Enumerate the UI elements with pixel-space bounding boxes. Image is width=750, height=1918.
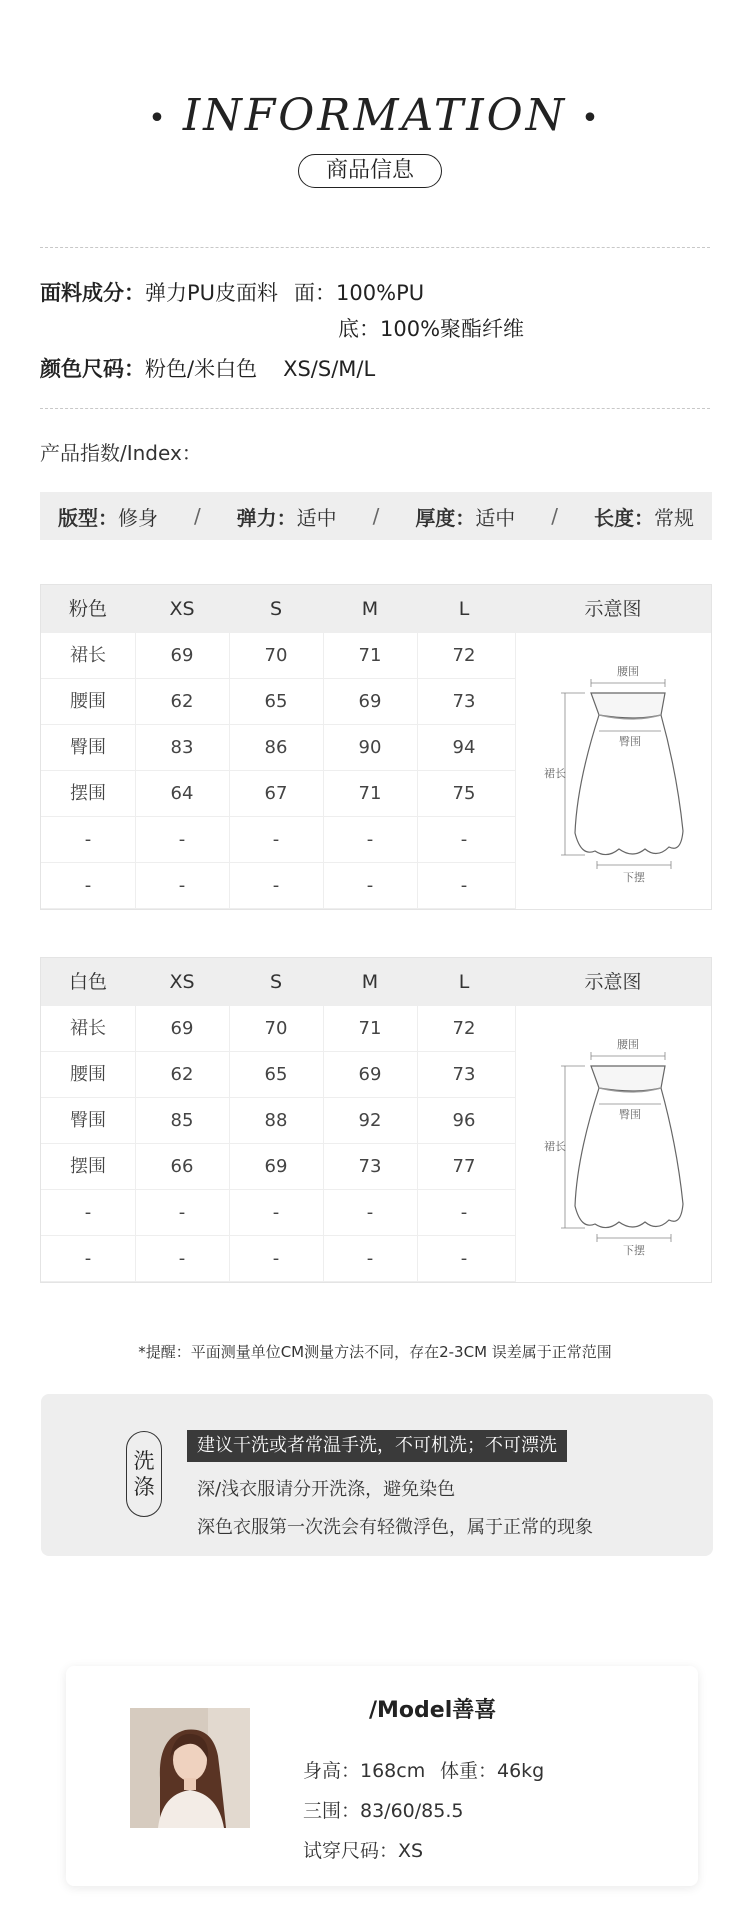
title-dot-left: • (148, 100, 169, 136)
table-cell: 69 (358, 691, 382, 712)
table-cell: 88 (264, 1110, 288, 1131)
fabric-bottom: 底：100%聚酯纤维 (338, 317, 525, 341)
table-cell: - (272, 1248, 280, 1269)
table-column-divider (417, 633, 418, 909)
table-cell: 65 (264, 1064, 288, 1085)
table-row-label: 裙长 (70, 645, 106, 666)
table-size-header: M (361, 971, 379, 993)
wash-instructions (41, 1394, 713, 1556)
table-cell: - (178, 829, 186, 850)
table-cell: 66 (170, 1156, 194, 1177)
table-row (41, 863, 515, 909)
index-length: 长度：常规 (593, 505, 694, 530)
model-title: /Model善喜 (369, 1698, 497, 1723)
fabric-bottom-line (338, 314, 524, 344)
wash-line-3: 深色衣服第一次洗会有轻微浮色，属于正常的现象 (197, 1517, 593, 1538)
table-size-header: XS (169, 598, 195, 620)
table-cell: 83 (170, 737, 194, 758)
table-row-label: 摆围 (70, 1156, 106, 1177)
table-cell: 69 (358, 1064, 382, 1085)
table-cell: - (366, 875, 374, 896)
table-row-label: 摆围 (70, 783, 106, 804)
table-row-label: - (84, 829, 92, 850)
table-cell: 75 (452, 783, 476, 804)
table-row (41, 1006, 515, 1052)
size-values: XS/S/M/L (283, 357, 376, 381)
diagram-length-label: 裙长 (544, 1140, 566, 1153)
table-cell: - (366, 1248, 374, 1269)
table-column-divider (135, 633, 136, 909)
fabric-line (40, 278, 424, 308)
table-row-label: - (84, 1248, 92, 1269)
wash-badge-top: 洗 (133, 1449, 155, 1473)
information-title-text: INFORMATION (182, 90, 568, 141)
diagram-length-label: 裙长 (544, 767, 566, 780)
skirt-diagram (515, 633, 711, 909)
table-cell: 73 (452, 1064, 476, 1085)
table-size-header: L (458, 598, 470, 620)
table-cell: 69 (170, 1018, 194, 1039)
table-row (41, 817, 515, 863)
table-cell: 62 (170, 691, 194, 712)
table-cell: 94 (452, 737, 476, 758)
table-row (41, 679, 515, 725)
table-cell: 72 (452, 1018, 476, 1039)
table-cell: 73 (358, 1156, 382, 1177)
model-weight: 体重：46kg (440, 1760, 545, 1782)
table-column-divider (323, 633, 324, 909)
size-table-white (40, 957, 712, 1283)
table-cell: 86 (264, 737, 288, 758)
table-cell: 73 (452, 691, 476, 712)
table-cell: - (272, 875, 280, 896)
table-cell: 67 (264, 783, 288, 804)
color-values: 粉色/米白色 (145, 357, 258, 381)
table-column-divider (135, 1006, 136, 1282)
table-column-divider (323, 1006, 324, 1282)
table-row-label: 臀围 (70, 737, 106, 758)
information-title (0, 88, 750, 147)
diagram-waist-label: 腰围 (617, 1038, 639, 1051)
table-cell: 71 (358, 783, 382, 804)
table-row (41, 771, 515, 817)
table-cell: 69 (170, 645, 194, 666)
table-cell: 92 (358, 1110, 382, 1131)
model-try-size: 试穿尺码：XS (303, 1840, 424, 1862)
table-cell: 71 (358, 1018, 382, 1039)
table-column-divider (417, 1006, 418, 1282)
table-color-header: 粉色 (68, 598, 107, 620)
table-cell: - (178, 1248, 186, 1269)
table-header (41, 958, 711, 1006)
color-size-line (40, 354, 375, 384)
table-cell: 70 (264, 645, 288, 666)
measurement-note: *提醒：平面测量单位CM测量方法不同，存在2-3CM 误差属于正常范围 (138, 1343, 612, 1361)
fabric-label: 面料成分： (40, 281, 145, 305)
table-cell: 77 (452, 1156, 476, 1177)
table-cell: 72 (452, 645, 476, 666)
table-row (41, 1098, 515, 1144)
diagram-waist-label: 腰围 (617, 665, 639, 678)
table-color-header: 白色 (68, 971, 107, 993)
table-size-header: S (269, 598, 283, 620)
table-cell: - (272, 829, 280, 850)
wash-badge (126, 1431, 162, 1517)
table-cell: - (178, 1202, 186, 1223)
table-cell: 62 (170, 1064, 194, 1085)
table-size-header: XS (169, 971, 195, 993)
table-cell: 71 (358, 645, 382, 666)
index-thickness: 厚度：适中 (415, 505, 516, 530)
table-row-label: 臀围 (70, 1110, 106, 1131)
table-size-header: S (269, 971, 283, 993)
table-size-header: M (361, 598, 379, 620)
table-row (41, 633, 515, 679)
table-cell: 90 (358, 737, 382, 758)
table-cell: - (366, 829, 374, 850)
table-cell: 70 (264, 1018, 288, 1039)
table-diagram-header: 示意图 (584, 971, 642, 993)
table-cell: - (178, 875, 186, 896)
table-row-label: 腰围 (70, 691, 106, 712)
size-table-pink (40, 584, 712, 910)
table-row (41, 1190, 515, 1236)
table-cell: - (460, 875, 468, 896)
table-cell: - (366, 1202, 374, 1223)
index-separator: / (551, 504, 559, 528)
title-dot-right: • (581, 100, 602, 136)
fabric-face: 面：100%PU (294, 281, 425, 305)
diagram-hip-label: 臀围 (619, 735, 641, 748)
index-label: 产品指数/Index： (40, 441, 202, 465)
wash-line-1: 建议干洗或者常温手洗，不可机洗；不可漂洗 (187, 1430, 567, 1462)
diagram-hip-label: 臀围 (619, 1108, 641, 1121)
table-cell: - (272, 1202, 280, 1223)
index-bar (40, 492, 712, 540)
table-row (41, 725, 515, 771)
diagram-hem-label: 下摆 (623, 871, 645, 884)
model-card (66, 1666, 698, 1886)
table-row-label: 裙长 (70, 1018, 106, 1039)
table-header (41, 585, 711, 633)
table-row (41, 1144, 515, 1190)
divider-top (40, 247, 710, 248)
table-cell: 64 (170, 783, 194, 804)
table-column-divider (229, 633, 230, 909)
table-cell: - (460, 1248, 468, 1269)
table-cell: 69 (264, 1156, 288, 1177)
table-row (41, 1052, 515, 1098)
model-height: 身高：168cm (303, 1760, 426, 1782)
table-diagram-header: 示意图 (584, 598, 642, 620)
table-cell: - (460, 829, 468, 850)
index-separator: / (372, 504, 380, 528)
table-row-label: - (84, 875, 92, 896)
fabric-value: 弹力PU皮面料 (145, 281, 279, 305)
table-row-label: 腰围 (70, 1064, 106, 1085)
product-info-badge: 商品信息 (298, 154, 442, 188)
table-column-divider (229, 1006, 230, 1282)
table-cell: - (460, 1202, 468, 1223)
table-cell: 65 (264, 691, 288, 712)
model-photo (130, 1708, 250, 1828)
skirt-diagram (515, 1006, 711, 1282)
table-row-label: - (84, 1202, 92, 1223)
table-row (41, 1236, 515, 1282)
model-measurements: 三围：83/60/85.5 (303, 1800, 464, 1822)
color-size-label: 颜色尺码： (40, 357, 145, 381)
index-separator: / (193, 504, 201, 528)
divider-middle (40, 408, 710, 409)
index-elasticity: 弹力：适中 (236, 505, 337, 530)
wash-badge-bottom: 涤 (133, 1475, 155, 1499)
model-photo-illustration (130, 1708, 250, 1828)
diagram-hem-label: 下摆 (623, 1244, 645, 1257)
index-fit: 版型：修身 (58, 505, 158, 530)
wash-line-2: 深/浅衣服请分开洗涤，避免染色 (197, 1479, 456, 1500)
table-cell: 96 (452, 1110, 476, 1131)
table-cell: 85 (170, 1110, 194, 1131)
table-size-header: L (458, 971, 470, 993)
